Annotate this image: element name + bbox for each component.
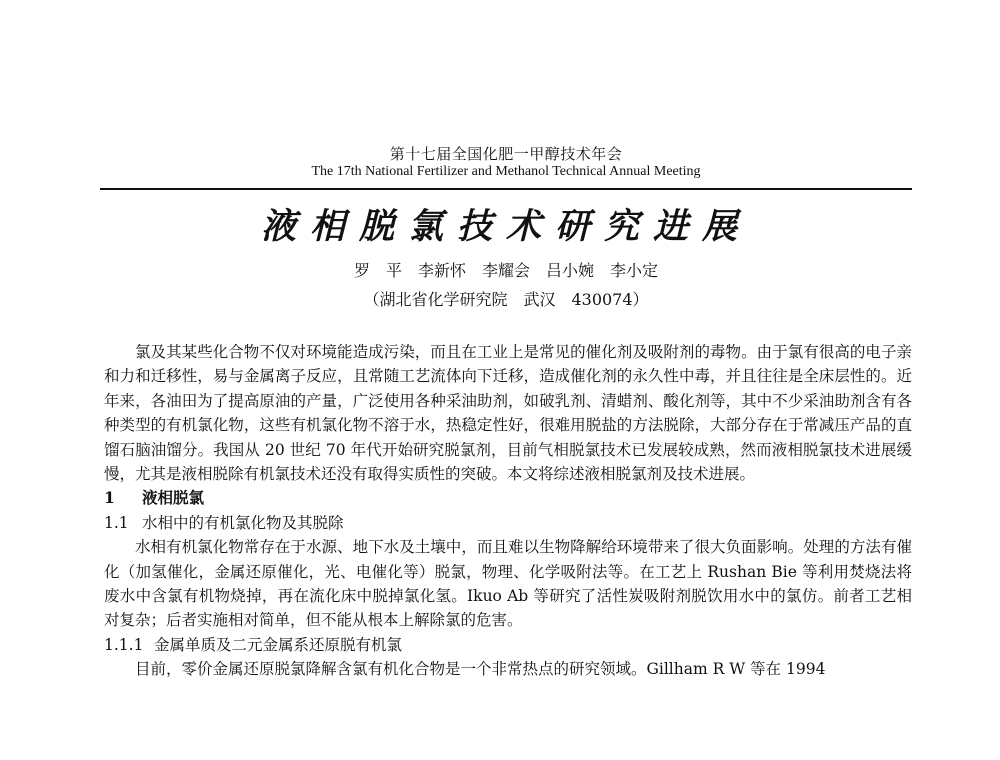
section-title: 液相脱氯	[142, 488, 205, 508]
section-heading-1-1-1	[104, 633, 912, 657]
section-1-1-1-paragraph: 目前，零价金属还原脱氯降解含氯有机化合物是一个非常热点的研究领域。Gillham R W 等在 1994	[135, 660, 826, 679]
paper-title: 液相脱氯技术研究进展	[260, 206, 751, 247]
intro-paragraph: 氯及其某些化合物不仅对环境能造成污染，而且在工业上是常见的催化剂及吸附剂的毒物。由于氯有很高的电子亲和力和迁移性，易与金属离子反应，且常随工艺流体向下迁移，造成催化剂的永久性中毒，并且往往是全床层性的。近年来，各油田为了提高原油的产量，广泛使用各种采油助剂，如破乳剂、清蜡剂、酸化剂等，其中不少采油助剂含有各种类型的有机氯化物，这些有机氯化物不溶于水，热稳定性好，很难用脱盐的方法脱除，大部分存在于常减压产品的直馏石脑油馏分。我国从 20 世纪 70 年代开始研究脱氯剂，目前气相脱氯技术已发展较成熟，然而液相脱氯技术进展缓慢，尤其是液相脱除有机氯技术还没有取得实质性的突破。本文将综述液相脱氯剂及技术进展。	[104, 343, 912, 484]
conference-name-cn: 第十七届全国化肥一甲醇技术年会	[389, 145, 623, 163]
section-number: 1.1	[104, 513, 129, 532]
section-1-1-paragraph: 水相有机氯化物常存在于水源、地下水及土壤中，而且难以生物降解给环境带来了很大负面影响。处理的方法有催化（加氢催化，金属还原催化，光、电催化等）脱氯，物理、化学吸附法等。在工艺上 Rushan Bie 等利用焚烧法将废水中含氯有机物烧掉，再在流化床中脱掉氯化氢。Ikuo Ab 等研究了活性炭吸附剂脱饮用水中的氯仿。前者工艺相对复杂；后者实施相对简单，但不能从根本上解除氯的危害。	[104, 538, 912, 630]
section-title: 金属单质及二元金属系还原脱有机氯	[154, 635, 403, 654]
section-title: 水相中的有机氯化物及其脱除	[142, 513, 344, 532]
header-rule	[100, 188, 912, 190]
section-heading-1-1	[104, 511, 912, 535]
section-heading-1	[104, 486, 912, 510]
section-number: 1	[104, 488, 115, 508]
section-number: 1.1.1	[104, 635, 144, 654]
body-text	[104, 340, 912, 682]
author-list: 罗 平 李新怀 李耀会 吕小婉 李小定	[353, 261, 658, 280]
conference-name-en: The 17th National Fertilizer and Methanol Technical Annual Meeting	[311, 164, 701, 179]
running-header	[100, 145, 912, 181]
affiliation: （湖北省化学研究院 武汉 430074）	[363, 290, 649, 309]
